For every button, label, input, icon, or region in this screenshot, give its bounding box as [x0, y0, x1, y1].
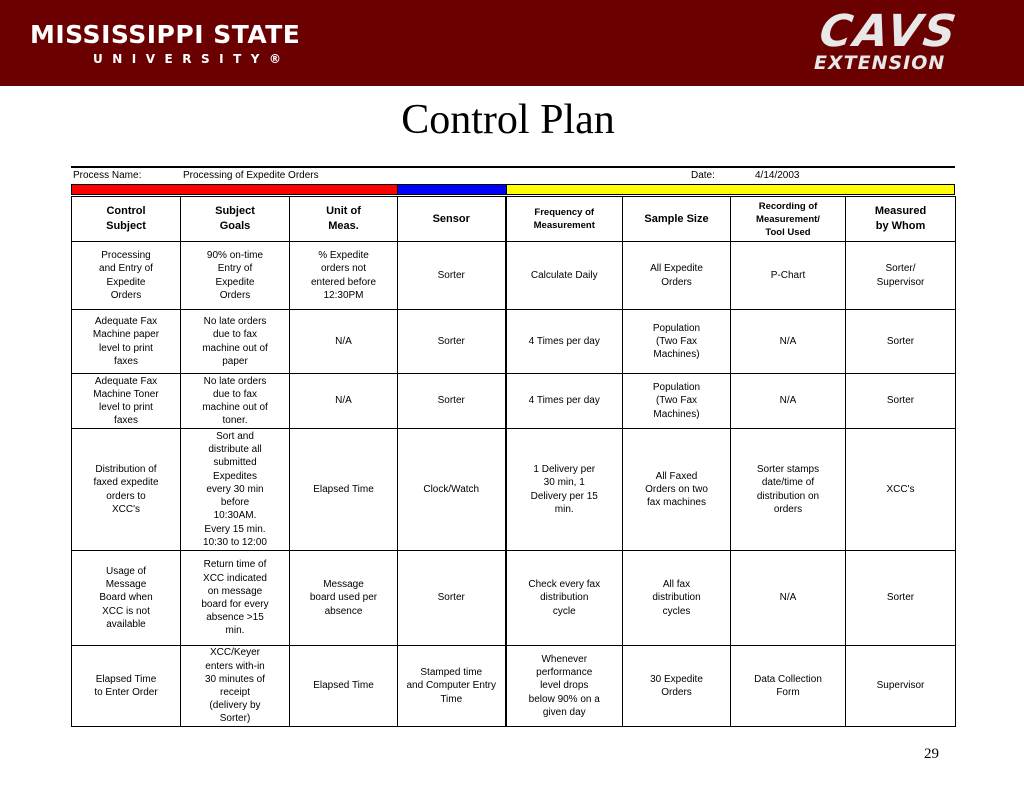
table-cell: Elapsed Time: [290, 429, 398, 551]
table-row: [72, 242, 956, 310]
table-cell: 1 Delivery per 30 min, 1 Delivery per 15 min.: [506, 429, 623, 551]
header-control-subject: Control Subject: [72, 197, 181, 242]
table-cell: Sorter stamps date/time of distribution on orders: [731, 429, 846, 551]
table-cell: Return time of XCC indicated on message board for every absence >15 min.: [181, 551, 290, 646]
table-cell: Distribution of faxed expedite orders to XCC's: [72, 429, 181, 551]
header-subject-goals: Subject Goals: [181, 197, 290, 242]
page-title: Control Plan: [401, 97, 615, 143]
table-cell: No late orders due to fax machine out of paper: [181, 310, 290, 374]
process-name-value: Processing of Expedite Orders: [183, 170, 319, 181]
table-row: [72, 374, 956, 429]
table-cell: XCC/Keyer enters with-in 30 minutes of receipt (delivery by Sorter): [181, 646, 290, 727]
header-frequency: Frequency of Measurement: [506, 197, 623, 242]
table-cell: Supervisor: [846, 646, 956, 727]
control-plan-table: [71, 196, 956, 727]
red-color-bar: [71, 184, 398, 195]
process-info-row: [71, 169, 955, 183]
table-cell: 90% on-time Entry of Expedite Orders: [181, 242, 290, 310]
table-cell: Sorter: [846, 310, 956, 374]
table-cell: All fax distribution cycles: [623, 551, 731, 646]
table-cell: 4 Times per day: [506, 310, 623, 374]
table-row: [72, 646, 956, 727]
table-header-row: [72, 197, 956, 242]
table-row: [72, 551, 956, 646]
table-cell: All Expedite Orders: [623, 242, 731, 310]
table-cell: Population (Two Fax Machines): [623, 310, 731, 374]
table-cell: Calculate Daily: [506, 242, 623, 310]
table-cell: Sorter: [398, 242, 506, 310]
table-cell: Sorter: [398, 310, 506, 374]
table-cell: N/A: [290, 310, 398, 374]
header-recording: Recording of Measurement/ Tool Used: [731, 197, 846, 242]
page-number: 29: [924, 746, 939, 762]
table-cell: Sorter: [398, 551, 506, 646]
table-cell: Processing and Entry of Expedite Orders: [72, 242, 181, 310]
table-cell: Data Collection Form: [731, 646, 846, 727]
table-cell: 30 Expedite Orders: [623, 646, 731, 727]
table-cell: N/A: [290, 374, 398, 429]
header-sensor: Sensor: [398, 197, 506, 242]
table-cell: No late orders due to fax machine out of toner.: [181, 374, 290, 429]
table-cell: N/A: [731, 551, 846, 646]
table-cell: Sorter: [398, 374, 506, 429]
header-banner: [0, 0, 1024, 86]
table-cell: Clock/Watch: [398, 429, 506, 551]
cavs-logo: CAVS: [816, 6, 961, 57]
table-row: [72, 429, 956, 551]
header-unit-of-measure: Unit of Meas.: [290, 197, 398, 242]
table-cell: Usage of Message Board when XCC is not available: [72, 551, 181, 646]
table-cell: N/A: [731, 374, 846, 429]
table-cell: Sort and distribute all submitted Expedites every 30 min before 10:30AM. Every 15 min. 10:30 to 12:00: [181, 429, 290, 551]
table-cell: Message board used per absence: [290, 551, 398, 646]
table-row: [72, 310, 956, 374]
table-cell: Check every fax distribution cycle: [506, 551, 623, 646]
date-value: 4/14/2003: [755, 170, 800, 181]
blue-color-bar: [397, 184, 507, 195]
table-cell: Sorter: [846, 551, 956, 646]
table-cell: XCC's: [846, 429, 956, 551]
table-cell: Adequate Fax Machine Toner level to print faxes: [72, 374, 181, 429]
header-sample-size: Sample Size: [623, 197, 731, 242]
table-cell: All Faxed Orders on two fax machines: [623, 429, 731, 551]
table-cell: Elapsed Time: [290, 646, 398, 727]
table-cell: Adequate Fax Machine paper level to print faxes: [72, 310, 181, 374]
table-cell: % Expedite orders not entered before 12:30PM: [290, 242, 398, 310]
process-name-label: Process Name:: [73, 170, 142, 181]
table-cell: P-Chart: [731, 242, 846, 310]
table-cell: Sorter/ Supervisor: [846, 242, 956, 310]
header-measured-by: Measured by Whom: [846, 197, 956, 242]
sheet-top-rule: [71, 166, 955, 168]
yellow-color-bar: [506, 184, 955, 195]
table-cell: Stamped time and Computer Entry Time: [398, 646, 506, 727]
table-cell: 4 Times per day: [506, 374, 623, 429]
university-logo-subtitle: UNIVERSITY®: [93, 52, 291, 66]
table-cell: N/A: [731, 310, 846, 374]
date-label: Date:: [691, 170, 715, 181]
table-cell: Sorter: [846, 374, 956, 429]
extension-logo: EXTENSION: [814, 52, 946, 74]
table-cell: Elapsed Time to Enter Order: [72, 646, 181, 727]
table-cell: Whenever performance level drops below 90% on a given day: [506, 646, 623, 727]
university-logo-name: MISSISSIPPI STATE: [30, 20, 301, 49]
table-cell: Population (Two Fax Machines): [623, 374, 731, 429]
